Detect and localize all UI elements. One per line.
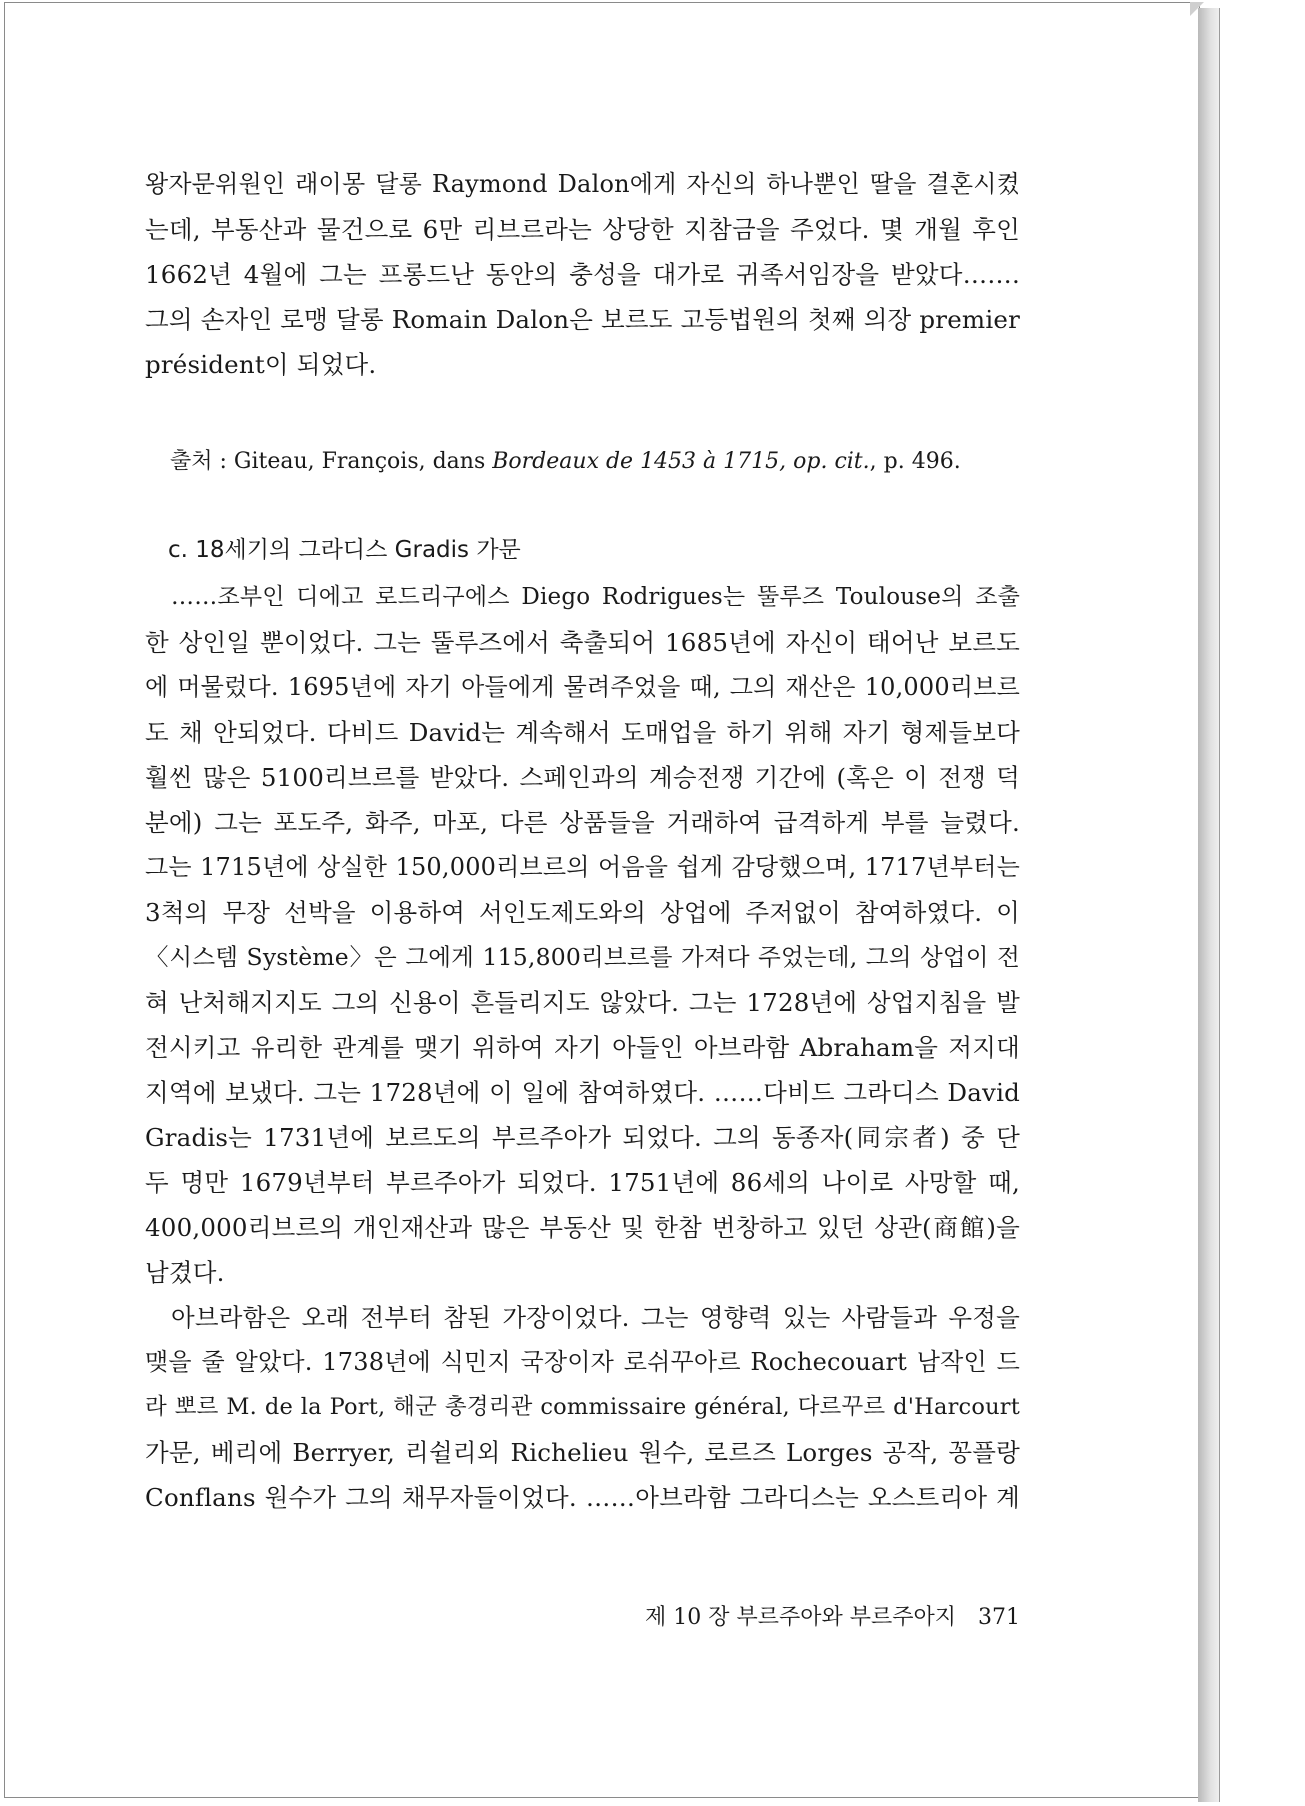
body-line: Gradis는 1731년에 보르도의 부르주아가 되었다. 그의 동종자(同宗者) 중 단 — [145, 1123, 1020, 1152]
body-line: 그는 1715년에 상실한 150,000리브르의 어음을 쉽게 감당했으며, 1717년부터는 — [145, 853, 1020, 881]
body-line: 400,000리브르의 개인재산과 많은 부동산 및 한참 번창하고 있던 상관(商館)을 — [145, 1213, 1020, 1242]
body-line: 도 채 안되었다. 다비드 David는 계속해서 도매업을 하기 위해 자기 형제들보다 — [145, 718, 1020, 747]
body-line: 맺을 줄 알았다. 1738년에 식민지 국장이자 로쉬꾸아르 Rochecouart 남작인 드 — [145, 1348, 1020, 1376]
body-line: 가문, 베리에 Berryer, 리쉴리외 Richelieu 원수, 로르즈 Lorges 공작, 꽁플랑 — [145, 1438, 1020, 1467]
page-number: 371 — [978, 1605, 1020, 1630]
body-line: 라 뽀르 M. de la Port, 해군 총경리관 commissaire général, 다르꾸르 d'Harcourt — [145, 1394, 1020, 1420]
quoted-passage — [145, 162, 1020, 387]
page-edge-shadow — [1198, 8, 1220, 1802]
section-heading: c. 18세기의 그라디스 Gradis 가문 — [168, 537, 521, 563]
body-line: 전시키고 유리한 관계를 맺기 위하여 자기 아들인 아브라함 Abraham을 저지대 — [145, 1033, 1020, 1062]
body-line: 〈시스템 Système〉은 그에게 115,800리브르를 가져다 주었는데, 그의 상업이 전 — [145, 943, 1020, 971]
quote-line: 왕자문위원인 래이몽 달롱 Raymond Dalon에게 자신의 하나뿐인 딸을 결혼시켰 — [145, 170, 1020, 198]
body-line: ……조부인 디에고 로드리구에스 Diego Rodrigues는 뚤루즈 Toulouse의 조출 — [171, 584, 1020, 610]
body-line: 지역에 보냈다. 그는 1728년에 이 일에 참여하였다. ……다비드 그라디스 David — [145, 1078, 1020, 1107]
source-suffix: , p. 496. — [869, 449, 961, 474]
quote-line: président이 되었다. — [145, 350, 377, 379]
body-passage — [145, 575, 1020, 1520]
source-title: Bordeaux de 1453 à 1715, op. cit. — [492, 449, 870, 474]
quote-line: 그의 손자인 로맹 달롱 Romain Dalon은 보르도 고등법원의 첫째 의장 premier — [145, 305, 1020, 334]
quote-line: 1662년 4월에 그는 프롱드난 동안의 충성을 대가로 귀족서임장을 받았다……. — [145, 260, 1020, 289]
source-citation — [170, 442, 1020, 482]
body-line: 한 상인일 뿐이었다. 그는 뚤루즈에서 축출되어 1685년에 자신이 태어난 보르도 — [145, 628, 1020, 657]
page-footer — [645, 1598, 1020, 1638]
body-line: 분에) 그는 포도주, 화주, 마포, 다른 상품들을 거래하여 급격하게 부를 늘렸다. — [145, 808, 1020, 837]
chapter-title: 제 10 장 부르주아와 부르주아지 — [645, 1605, 956, 1630]
body-line: 훨씬 많은 5100리브르를 받았다. 스페인과의 계승전쟁 기간에 (혹은 이 전쟁 덕 — [145, 763, 1020, 792]
body-line: Conflans 원수가 그의 채무자들이었다. ……아브라함 그라디스는 오스트리아 계 — [145, 1483, 1020, 1512]
body-line: 두 명만 1679년부터 부르주아가 되었다. 1751년에 86세의 나이로 사망할 때, — [145, 1168, 1020, 1197]
source-prefix: 출처 : Giteau, François, dans — [170, 449, 493, 474]
body-line: 아브라함은 오래 전부터 참된 가장이었다. 그는 영향력 있는 사람들과 우정을 — [171, 1303, 1020, 1332]
page-corner-fold — [1190, 2, 1204, 16]
quote-line: 는데, 부동산과 물건으로 6만 리브르라는 상당한 지참금을 주었다. 몇 개월 후인 — [145, 215, 1020, 244]
body-line: 3척의 무장 선박을 이용하여 서인도제도와의 상업에 주저없이 참여하였다. 이 — [145, 898, 1020, 927]
body-line: 에 머물렀다. 1695년에 자기 아들에게 물려주었을 때, 그의 재산은 10,000리브르 — [145, 673, 1020, 701]
body-line: 남겼다. — [145, 1258, 225, 1287]
body-line: 혀 난처해지지도 그의 신용이 흔들리지도 않았다. 그는 1728년에 상업지침을 발 — [145, 988, 1020, 1017]
